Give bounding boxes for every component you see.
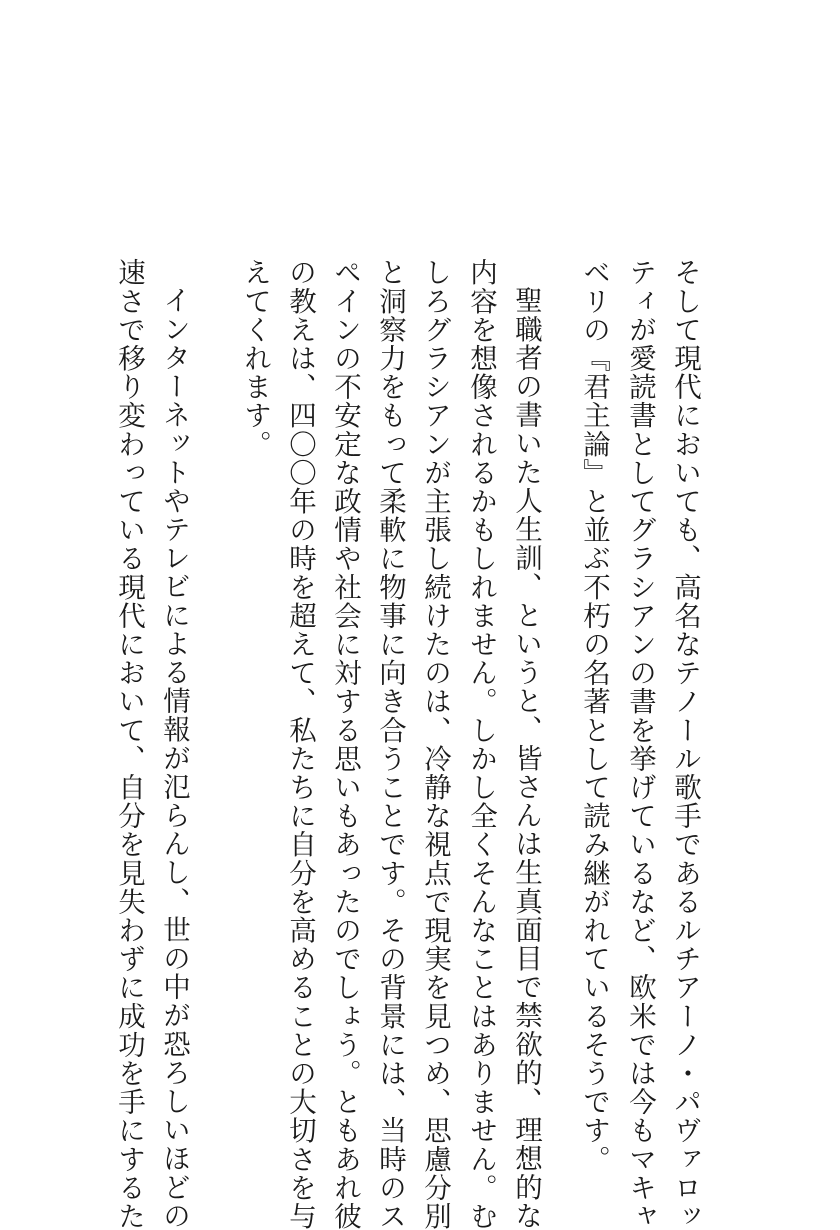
text-column: ペインの不安定な政情や社会に対する思いもあったのでしょう。ともあれ彼	[329, 258, 361, 1230]
text-column: そして現代においても、高名なテノール歌手であるルチアーノ・パヴァロッ	[669, 258, 701, 1230]
text-column: 聖職者の書いた人生訓、というと、皆さんは生真面目で禁欲的、理想的な	[510, 286, 542, 1230]
text-column: ベリの『君主論』と並ぶ不朽の名著として読み継がれているそうです。	[578, 258, 610, 1174]
text-column: と洞察力をもって柔軟に物事に向き合うことです。その背景には、当時のス	[374, 258, 406, 1230]
text-column: インターネットやテレビによる情報が氾らんし、世の中が恐ろしいほどの	[158, 286, 190, 1230]
text-column: しろグラシアンが主張し続けたのは、冷静な視点で現実を見つめ、思慮分別	[419, 258, 451, 1230]
text-column: ティが愛読書としてグラシアンの書を挙げているなど、欧米では今もマキャ	[624, 258, 656, 1230]
text-column: 内容を想像されるかもしれません。しかし全くそんなことはありません。む	[465, 258, 497, 1230]
text-column: 速さで移り変わっている現代において、自分を見失わずに成功を手にするた	[113, 258, 145, 1230]
text-column: の教えは、四〇〇年の時を超えて、私たちに自分を高めることの大切さを与	[284, 258, 316, 1230]
text-column: えてくれます。	[239, 258, 271, 459]
